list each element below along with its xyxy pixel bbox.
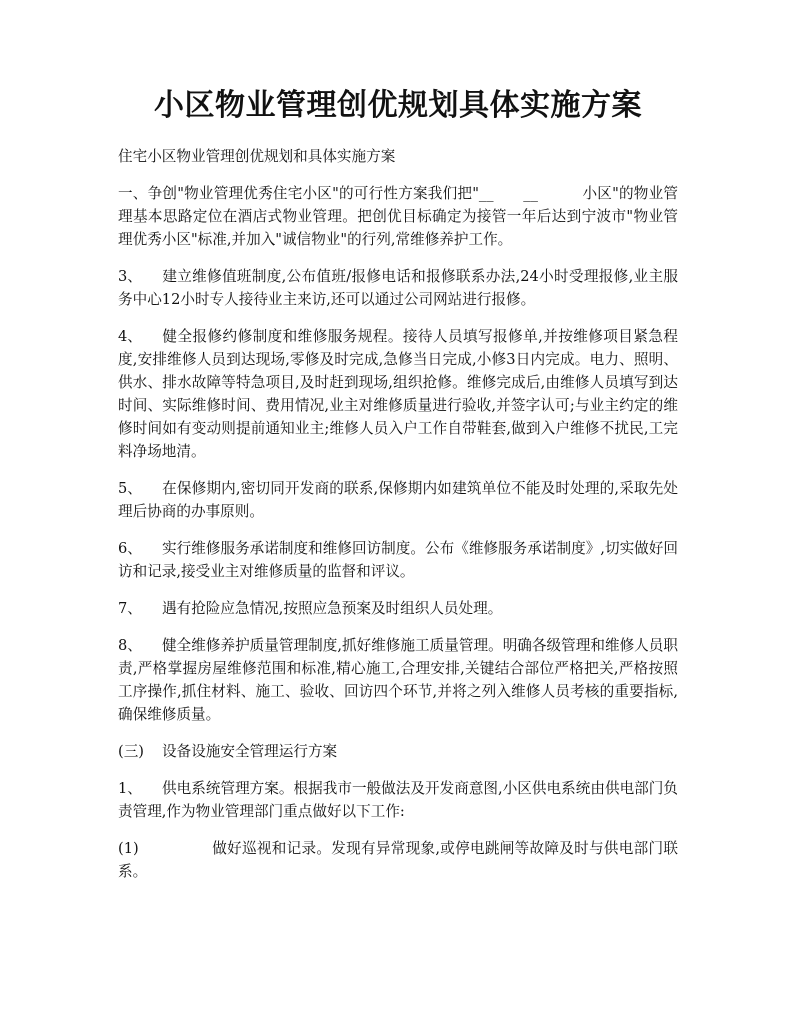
- paragraph-text: 供电系统管理方案。根据我市一般做法及开发商意图,小区供电系统由供电部门负责管理,作为物业管理部门重点做好以下工作:: [118, 780, 678, 820]
- paragraph-number: 5、: [118, 480, 142, 497]
- paragraph-number: 4、: [118, 328, 142, 345]
- paragraph-text: 健全维修养护质量管理制度,抓好维修施工质量管理。明确各级管理和维修人员职责,严格掌握房屋维修范围和标准,精心施工,合理安排,关键结合部位严格把关,严格按照工序操作,抓住材料、施工、验收、回访四个环节,并将之列入维修人员考核的重要指标,确保维修质量。: [118, 637, 678, 723]
- document-page: [118, 84, 678, 897]
- paragraph-number: 7、: [118, 600, 142, 617]
- paragraph-text: 一、争创"物业管理优秀住宅小区"的可行性方案我们把"__ __ 小区"的物业管理基本思路定位在酒店式物业管理。把创优目标确定为接管一年后达到宁波市"物业管理优秀小区"标准,并加入"诚信物业"的行列,常维修养护工作。: [118, 185, 678, 248]
- paragraph-number: 3、: [118, 268, 142, 285]
- paragraph-number: 6、: [118, 540, 142, 557]
- paragraph-intro: [118, 182, 678, 251]
- paragraph-item-1: [118, 777, 678, 823]
- document-title: 小区物业管理创优规划具体实施方案: [154, 88, 642, 123]
- paragraph-item-5: [118, 477, 678, 523]
- section-number: (三): [118, 743, 144, 760]
- paragraph-item-4: [118, 325, 678, 463]
- paragraph-text: 健全报修约修制度和维修服务规程。接待人员填写报修单,并按维修项目紧急程度,安排维修人员到达现场,零修及时完成,急修当日完成,小修3日内完成。电力、照明、供水、排水故障等特急项目,及时赶到现场,组织抢修。维修完成后,由维修人员填写到达时间、实际维修时间、费用情况,业主对维修质量进行验收,并签字认可;与业主约定的维修时间如有变动则提前通知业主;维修人员入户工作自带鞋套,做到入户维修不扰民,工完料净场地清。: [118, 328, 678, 460]
- paragraph-text: 遇有抢险应急情况,按照应急预案及时组织人员处理。: [162, 600, 503, 617]
- paragraph-text: 做好巡视和记录。发现有异常现象,或停电跳闸等故障及时与供电部门联系。: [118, 840, 678, 880]
- paragraph-text: 在保修期内,密切同开发商的联系,保修期内如建筑单位不能及时处理的,采取先处理后协商的办事原则。: [118, 480, 678, 520]
- paragraph-item-7: [118, 597, 678, 620]
- paragraph-number: 8、: [118, 637, 142, 654]
- document-subtitle: 住宅小区物业管理创优规划和具体实施方案: [118, 148, 396, 165]
- section-heading-3: [118, 740, 678, 763]
- paragraph-item-8: [118, 634, 678, 726]
- paragraph-subitem-1: [118, 837, 678, 883]
- paragraph-text: 建立维修值班制度,公布值班/报修电话和报修联系办法,24小时受理报修,业主服务中心12小时专人接待业主来访,还可以通过公司网站进行报修。: [118, 268, 678, 308]
- paragraph-item-6: [118, 537, 678, 583]
- section-heading-text: 设备设施安全管理运行方案: [162, 743, 338, 760]
- paragraph-number: 1、: [118, 780, 142, 797]
- paragraph-text: 实行维修服务承诺制度和维修回访制度。公布《维修服务承诺制度》,切实做好回访和记录,接受业主对维修质量的监督和评议。: [118, 540, 678, 580]
- paragraph-number: (1): [118, 840, 139, 857]
- paragraph-item-3: [118, 265, 678, 311]
